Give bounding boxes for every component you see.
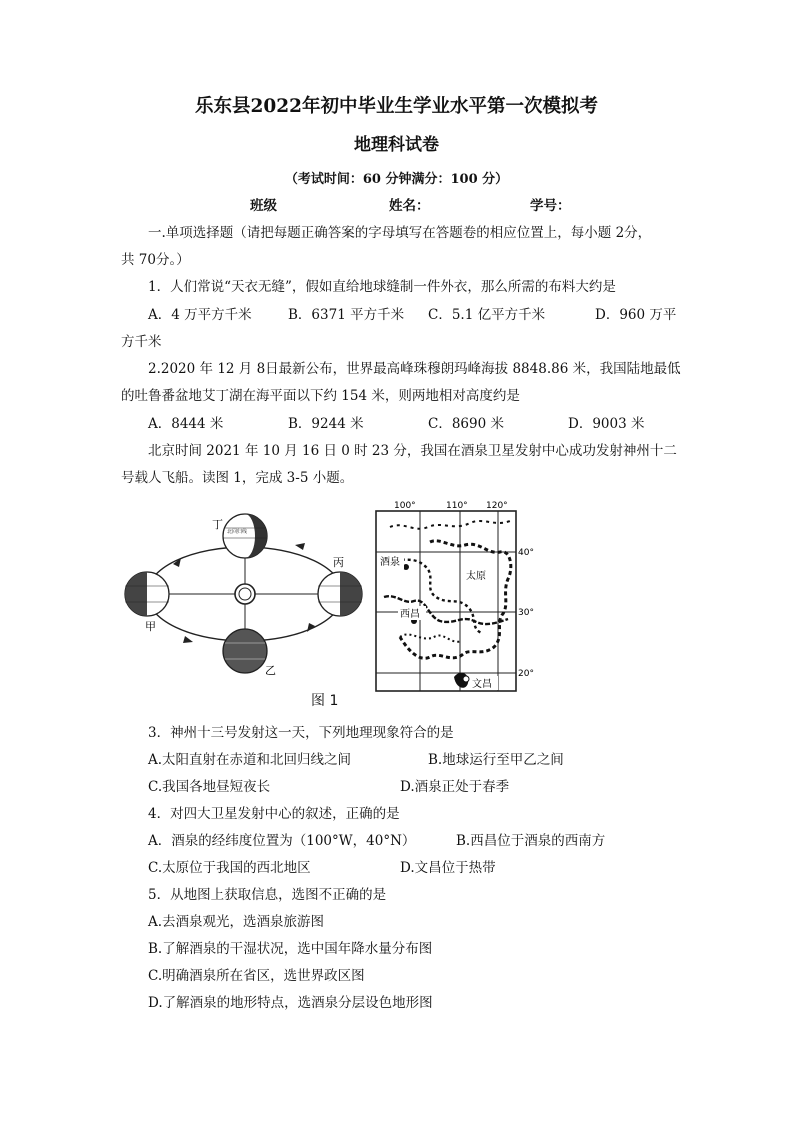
map-place-xichang: 西昌 [400,609,420,620]
map-lat-label-20: 20° [518,669,534,679]
q2-option-b: B．9244 米 [288,416,364,432]
q3-option-a: A.太阳直射在赤道和北回归线之间 [148,752,352,768]
exam-title: 乐东县2022年初中毕业生学业水平第一次模拟考 [195,96,598,117]
q5-option-c: C.明确酒泉所在省区，选世界政区图 [148,968,365,984]
globe-latitude-label: 北回归线 [227,529,248,535]
name-label: 姓名： [389,198,430,214]
map-lon-label-110: 110° [446,501,468,511]
map-place-wenchang: 文昌 [472,679,492,690]
q2-option-c: C．8690 米 [428,416,504,432]
orbit-label-bottom: 乙 [265,664,276,677]
q5-option-a: A.去酒泉观光，选酒泉旅游图 [148,914,325,930]
q1-option-d: D．960 万平 [595,307,677,323]
passage-line1: 北京时间 2021 年 10 月 16 日 0 时 23 分，我国在酒泉卫星发射中心成功发射神州十二 [148,443,677,459]
exam-subject: 地理科试卷 [354,135,439,155]
map-lon-label-100: 100° [394,501,416,511]
passage-line2: 号载人飞船。读图 1，完成 3-5 小题。 [121,470,354,486]
map-lat-label-30: 30° [518,608,534,618]
q1-option-c: C．5.1 亿平方千米 [428,307,546,323]
q4-option-d: D.文昌位于热带 [400,860,496,876]
number-label: 学号： [530,198,571,214]
q2-option-d: D．9003 米 [568,416,645,432]
section-intro-line1: 一.单项选择题（请把每题正确答案的字母填写在答题卷的相应位置上，每小题 2分， [148,225,652,241]
map-lon-label-120: 120° [486,501,508,511]
q2-stem-line2: 的吐鲁番盆地艾丁湖在海平面以下约 154 米，则两地相对高度约是 [121,388,520,404]
globe-bottom [223,629,267,673]
orbit-label-left: 甲 [145,620,156,633]
q4-stem: 4．对四大卫星发射中心的叙述，正确的是 [148,806,400,822]
q1-stem: 1．人们常说“天衣无缝”，假如直给地球缝制一件外衣，那么所需的布料大约是 [148,279,616,295]
map-place-jiuquan: 酒泉 [380,557,400,568]
exam-info: （考试时间：60 分钟满分：100 分） [284,172,509,187]
q1-option-a: A．4 万平方千米 [148,307,252,323]
globe-left [125,572,169,616]
section-intro-line2: 共 70分。） [121,252,190,268]
globe-right [318,572,362,616]
earth-orbit-diagram [115,506,375,686]
launch-site-map [370,497,545,697]
q4-option-b: B.西昌位于酒泉的西南方 [456,833,606,849]
q4-option-a: A．酒泉的经纬度位置为（100°W，40°N） [148,833,416,849]
map-lat-label-40: 40° [518,548,534,558]
q3-option-b: B.地球运行至甲乙之间 [428,752,564,768]
orbit-label-right: 丙 [333,556,344,569]
q3-option-d: D.酒泉正处于春季 [400,779,510,795]
q1-option-b: B．6371 平方千米 [288,307,405,323]
q5-stem: 5．从地图上获取信息，选图不正确的是 [148,887,387,903]
map-place-taiyuan: 太原 [466,571,486,582]
q2-option-a: A．8444 米 [148,416,224,432]
figure-caption: 图 1 [311,693,339,709]
q3-stem: 3．神州十三号发射这一天，下列地理现象符合的是 [148,725,454,741]
q5-option-d: D.了解酒泉的地形特点，选酒泉分层设色地形图 [148,995,433,1011]
class-label: 班级 [250,198,277,214]
q4-option-c: C.太原位于我国的西北地区 [148,860,311,876]
q2-stem-line1: 2.2020 年 12 月 8日最新公布，世界最高峰珠穆朗玛峰海拔 8848.86 米，我国陆地最低 [148,361,681,377]
globe-top [223,514,267,558]
q1-option-d-continued: 方千米 [121,334,162,350]
orbit-label-top: 丁 [212,518,223,531]
q5-option-b: B.了解酒泉的干湿状况，选中国年降水量分布图 [148,941,433,957]
q3-option-c: C.我国各地昼短夜长 [148,779,271,795]
